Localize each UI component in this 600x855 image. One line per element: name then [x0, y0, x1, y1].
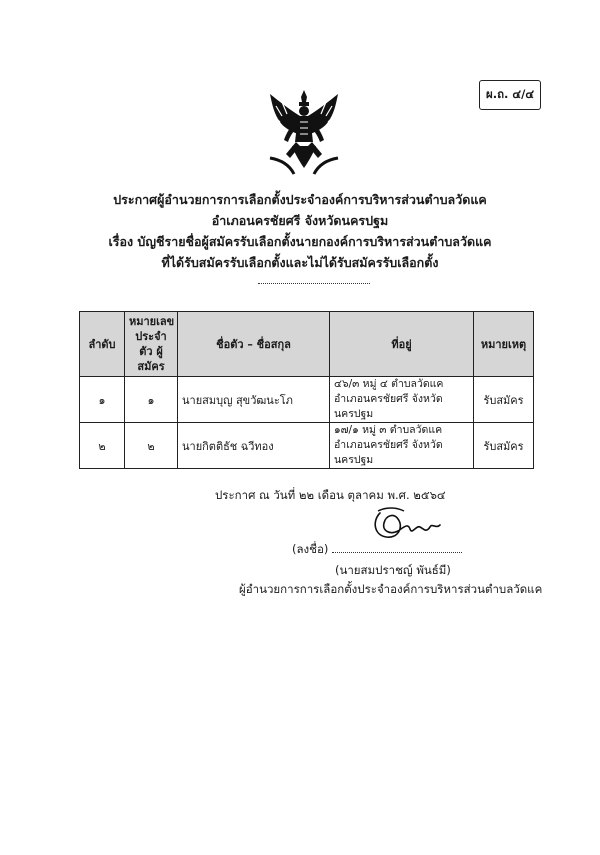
col-header-address: ที่อยู่	[330, 312, 474, 377]
signature-line	[292, 541, 462, 559]
candidates-table	[79, 311, 534, 469]
cell-order: ๑	[80, 377, 125, 423]
address-line: ๔๖/๓ หมู่ ๔ ตำบลวัดแค	[334, 378, 444, 390]
sign-label: (ลงชื่อ)	[292, 542, 329, 556]
announcement-subject: เรื่อง บัญชีรายชื่อผู้สมัครรับเลือกตั้งนายกองค์การบริหารส่วนตำบลวัดแค	[108, 234, 492, 249]
cell-remark: รับสมัคร	[474, 423, 534, 469]
form-code: ผ.ถ. ๔/๔	[485, 87, 535, 101]
col-header-number: หมายเลข ประจำตัว ผู้สมัคร	[125, 312, 178, 377]
signer-name: (นายสมปราชญ์ พันธ์มี)	[335, 563, 451, 577]
cell-number: ๑	[125, 377, 178, 423]
cell-remark: รับสมัคร	[474, 377, 534, 423]
address-line: ๑๗/๑ หมู่ ๓ ตำบลวัดแค	[334, 424, 443, 436]
announcement-district: อำเภอนครชัยศรี จังหวัดนครปฐม	[211, 213, 389, 228]
table-row	[80, 423, 534, 469]
cell-name: นายกิตติธัช ฉวีทอง	[178, 423, 330, 469]
handwritten-signature-icon	[368, 505, 448, 545]
separator-dotted-line	[258, 283, 370, 284]
form-code-box	[479, 80, 541, 110]
address-line: อำเภอนครชัยศรี จังหวัดนครปฐม	[334, 439, 443, 466]
cell-number: ๒	[125, 423, 178, 469]
col-header-remark: หมายเหตุ	[474, 312, 534, 377]
cell-address	[330, 423, 474, 469]
signature-dotted-line	[332, 542, 462, 553]
announcement-subject-cont: ที่ได้รับสมัครรับเลือกตั้งและไม่ได้รับสมัครรับเลือกตั้ง	[161, 255, 439, 270]
col-header-name: ชื่อตัว – ชื่อสกุล	[178, 312, 330, 377]
announcement-date: ประกาศ ณ วันที่ ๒๒ เดือน ตุลาคม พ.ศ. ๒๕๖๔	[215, 488, 446, 502]
garuda-emblem-icon	[262, 88, 346, 178]
cell-order: ๒	[80, 423, 125, 469]
announcement-title: ประกาศผู้อำนวยการการเลือกตั้งประจำองค์การบริหารส่วนตำบลวัดแค	[113, 192, 487, 207]
col-header-order: ลำดับ	[80, 312, 125, 377]
table-row	[80, 377, 534, 423]
cell-name: นายสมบุญ สุขวัฒนะโภ	[178, 377, 330, 423]
signer-title: ผู้อำนวยการการเลือกตั้งประจำองค์การบริหารส่วนตำบลวัดแค	[239, 582, 543, 596]
cell-address	[330, 377, 474, 423]
table-header-row	[80, 312, 534, 377]
address-line: อำเภอนครชัยศรี จังหวัดนครปฐม	[334, 393, 443, 420]
